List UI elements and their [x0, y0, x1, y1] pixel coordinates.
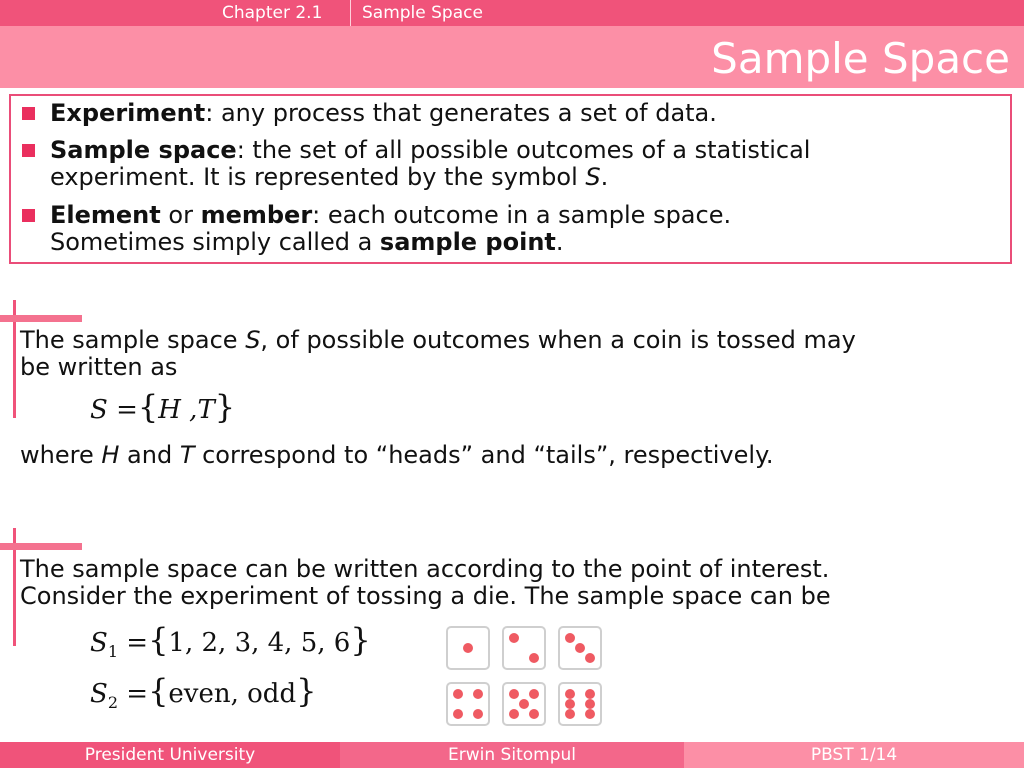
- die-pip: [585, 709, 595, 719]
- die-face-4: [446, 682, 490, 726]
- text: Consider the experiment of tossing a die. The sample space can be: [20, 582, 831, 610]
- accent-horizontal-bar: [0, 315, 82, 322]
- definition-text: or: [160, 201, 201, 229]
- term-experiment: Experiment: [50, 99, 206, 127]
- text: where: [20, 441, 102, 469]
- text: , of possible outcomes when a coin is tossed may: [260, 326, 856, 354]
- definition-text: Sometimes simply called a: [50, 228, 380, 256]
- definition-text: : the set of all possible outcomes of a statistical: [236, 136, 811, 164]
- text: The sample space can be written according to the point of interest.: [20, 555, 830, 583]
- die-pip: [509, 689, 519, 699]
- punctuation: .: [600, 163, 609, 191]
- text: be written as: [20, 353, 178, 381]
- accent-horizontal-bar: [0, 543, 82, 550]
- die-pip: [453, 709, 463, 719]
- die-pip: [575, 643, 585, 653]
- definition-experiment: [50, 100, 1000, 127]
- die-face-3: [558, 626, 602, 670]
- close-brace: }: [350, 621, 371, 659]
- term-sample-space: Sample space: [50, 136, 237, 164]
- die-face-2: [502, 626, 546, 670]
- punctuation: .: [555, 228, 564, 256]
- die-sample-space-s1: [90, 621, 371, 667]
- term-member: member: [200, 201, 313, 229]
- symbol-h: H: [101, 441, 120, 469]
- eq-set-body: 1, 2, 3, 4, 5, 6: [168, 628, 351, 658]
- definition-element: [50, 202, 1000, 256]
- symbol-s: S: [585, 163, 601, 191]
- die-pip: [585, 653, 595, 663]
- eq-operator: =: [126, 679, 149, 709]
- close-brace: }: [296, 672, 317, 710]
- die-pip: [585, 689, 595, 699]
- eq-operator: =: [126, 628, 149, 658]
- term-element: Element: [50, 201, 161, 229]
- close-brace: }: [214, 388, 236, 426]
- symbol-s: S: [245, 326, 261, 354]
- coin-paragraph: [20, 327, 1020, 381]
- eq-operator: =: [116, 395, 138, 425]
- die-pip: [529, 653, 539, 663]
- eq-lhs: S: [90, 628, 108, 658]
- die-sample-space-s2: [90, 672, 317, 718]
- die-pip: [509, 709, 519, 719]
- eq-set-body: H ,T: [158, 395, 215, 425]
- bullet-square-icon: [22, 209, 35, 222]
- open-brace: {: [137, 388, 159, 426]
- coin-explanation: [20, 442, 1020, 469]
- page-title: Sample Space: [711, 34, 1010, 83]
- die-pip: [473, 689, 483, 699]
- text: correspond to “heads” and “tails”, respectively.: [194, 441, 774, 469]
- chapter-label: Chapter 2.1: [222, 3, 323, 23]
- open-brace: {: [148, 621, 169, 659]
- die-pip: [463, 643, 473, 653]
- die-face-5: [502, 682, 546, 726]
- symbol-t: T: [179, 441, 195, 469]
- die-pip: [453, 689, 463, 699]
- footer-author: Erwin Sitompul: [340, 742, 684, 768]
- eq-lhs: S: [90, 679, 108, 709]
- die-face-6: [558, 682, 602, 726]
- coin-sample-space-equation: [90, 388, 236, 426]
- eq-set-body: even, odd: [168, 679, 297, 709]
- die-pip: [509, 633, 519, 643]
- die-pip: [529, 689, 539, 699]
- eq-subscript: 2: [107, 693, 118, 712]
- text: The sample space: [20, 326, 246, 354]
- die-pip: [519, 699, 529, 709]
- die-face-1: [446, 626, 490, 670]
- die-pip: [565, 633, 575, 643]
- text: and: [119, 441, 180, 469]
- die-pip: [565, 689, 575, 699]
- die-pip: [529, 709, 539, 719]
- definition-text: : each outcome in a sample space.: [312, 201, 732, 229]
- footer-university: President University: [0, 742, 340, 768]
- die-pip: [585, 699, 595, 709]
- definition-text: experiment. It is represented by the symbol: [50, 163, 586, 191]
- bullet-square-icon: [22, 107, 35, 120]
- die-paragraph: [20, 556, 1020, 610]
- top-bar: [0, 0, 1024, 26]
- eq-subscript: 1: [107, 642, 118, 661]
- open-brace: {: [148, 672, 169, 710]
- term-sample-point: sample point: [379, 228, 556, 256]
- definition-text: : any process that generates a set of data.: [205, 99, 717, 127]
- die-pip: [565, 709, 575, 719]
- footer-page-number: PBST 1/14: [684, 742, 1024, 768]
- die-pip: [473, 709, 483, 719]
- die-pip: [565, 699, 575, 709]
- breadcrumb-divider: [350, 0, 351, 26]
- definition-sample-space: [50, 137, 1000, 191]
- bullet-square-icon: [22, 144, 35, 157]
- section-label: Sample Space: [362, 3, 483, 23]
- eq-lhs: S: [90, 395, 108, 425]
